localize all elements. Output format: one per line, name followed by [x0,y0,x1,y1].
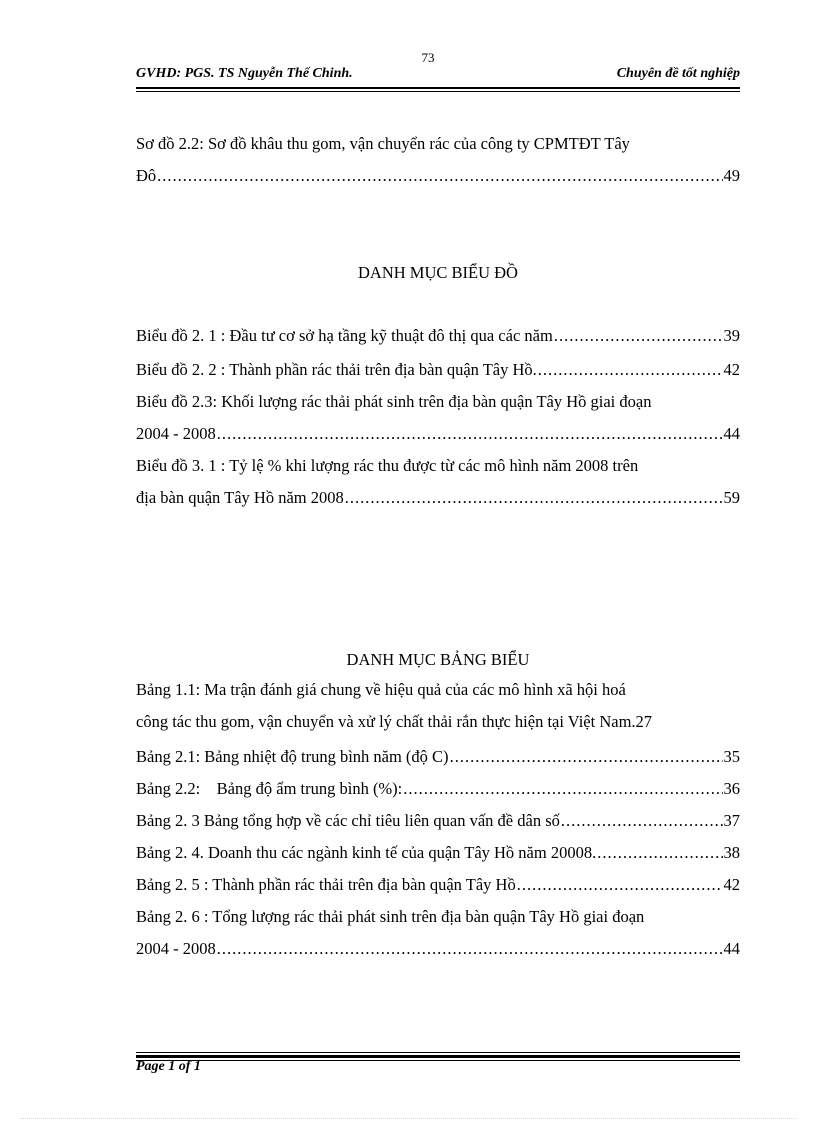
entry-text: Bảng 2. 6 : Tổng lượng rác thải phát sinh trên địa bàn quận Tây Hồ giai đoạn [136,907,645,926]
entry-text: Bảng 2. 5 : Thành phần rác thải trên địa bàn quận Tây Hồ [136,875,516,894]
entry-text: Bảng 2. 4. Doanh thu các ngành kinh tế của quận Tây Hồ năm 20008. [136,843,597,862]
entry-page: 39 [723,326,740,345]
toc-entry-chart-2-2 [136,354,740,386]
entry-text: Đô [136,166,157,185]
toc-entry-table-1-1 [136,674,740,738]
header-rule [136,87,740,91]
entry-text: Bảng 2.2: Bảng độ ẩm trung bình (%): [136,779,403,798]
entry-page: 42 [723,875,740,894]
entry-page: 44 [723,424,740,443]
footer-page-info: Page 1 of 1 [136,1059,201,1074]
header-supervisor: GVHD: PGS. TS Nguyễn Thế Chinh. [136,66,353,81]
dot-leader [450,741,723,773]
page-number: 73 [421,50,435,65]
toc-entry-table-2-3 [136,805,740,837]
entry-page: 35 [723,747,740,766]
header-doc-type: Chuyên đề tốt nghiệp [616,66,740,81]
entry-page: 37 [723,811,740,830]
page-bottom-border [20,1118,796,1119]
entry-page: 49 [723,166,740,185]
entry-text: 2004 - 2008 [136,424,216,443]
dot-leader [217,418,723,450]
dot-leader [538,354,723,386]
dot-leader [517,869,723,901]
dot-leader [157,160,722,192]
entry-text: công tác thu gom, vận chuyển và xử lý chất thải rắn thực hiện tại Việt Nam. [136,712,636,731]
entry-text: Sơ đồ 2.2: Sơ đồ khâu thu gom, vận chuyển rác của công ty CPMTĐT Tây [136,134,630,153]
toc-entry-chart-2-1 [136,320,740,352]
toc-entry-chart-3-1 [136,450,740,514]
toc-entry-chart-2-3 [136,386,740,450]
dot-leader [561,805,723,837]
toc-entry-table-2-2 [136,773,740,805]
toc-entry-so-do-2-2 [136,128,740,192]
entry-text: Biểu đồ 2. 1 : Đầu tư cơ sở hạ tầng kỹ thuật đô thị qua các năm [136,326,553,345]
toc-entry-table-2-5 [136,869,740,901]
dot-leader [217,933,723,965]
toc-entry-table-2-6 [136,901,740,965]
dot-leader [403,773,722,805]
tables-section-title: DANH MỤC BẢNG BIỂU [346,650,530,669]
entry-text: Biểu đồ 2. 2 : Thành phần rác thải trên địa bàn quận Tây Hồ. [136,360,537,379]
entry-text: Biểu đồ 3. 1 : Tỷ lệ % khi lượng rác thu được từ các mô hình năm 2008 trên [136,456,639,475]
entry-text: địa bàn quận Tây Hồ năm 2008 [136,488,344,507]
entry-text: Bảng 2.1: Bảng nhiệt độ trung bình năm (độ C) [136,747,449,766]
entry-page: 27 [635,712,653,731]
dot-leader [554,320,723,352]
entry-text: Biểu đồ 2.3: Khối lượng rác thải phát sinh trên địa bàn quận Tây Hồ giai đoạn [136,392,652,411]
entry-page: 38 [723,843,740,862]
dot-leader [597,837,722,869]
entry-page: 42 [723,360,740,379]
entry-text: Bảng 2. 3 Bảng tổng hợp về các chỉ tiêu liên quan vấn đề dân số [136,811,560,830]
entry-page: 36 [723,779,740,798]
entry-text: 2004 - 2008 [136,939,216,958]
entry-page: 59 [723,488,740,507]
footer-rule [136,1060,740,1061]
toc-entry-table-2-1 [136,741,740,773]
dot-leader [345,482,723,514]
entry-page: 44 [723,939,740,958]
footer-rule [136,1052,740,1053]
toc-entry-table-2-4 [136,837,740,869]
charts-section-title: DANH MỤC BIỂU ĐỒ [358,263,518,282]
entry-text: Bảng 1.1: Ma trận đánh giá chung về hiệu quả của các mô hình xã hội hoá [136,680,626,699]
footer-rule [136,1055,740,1058]
